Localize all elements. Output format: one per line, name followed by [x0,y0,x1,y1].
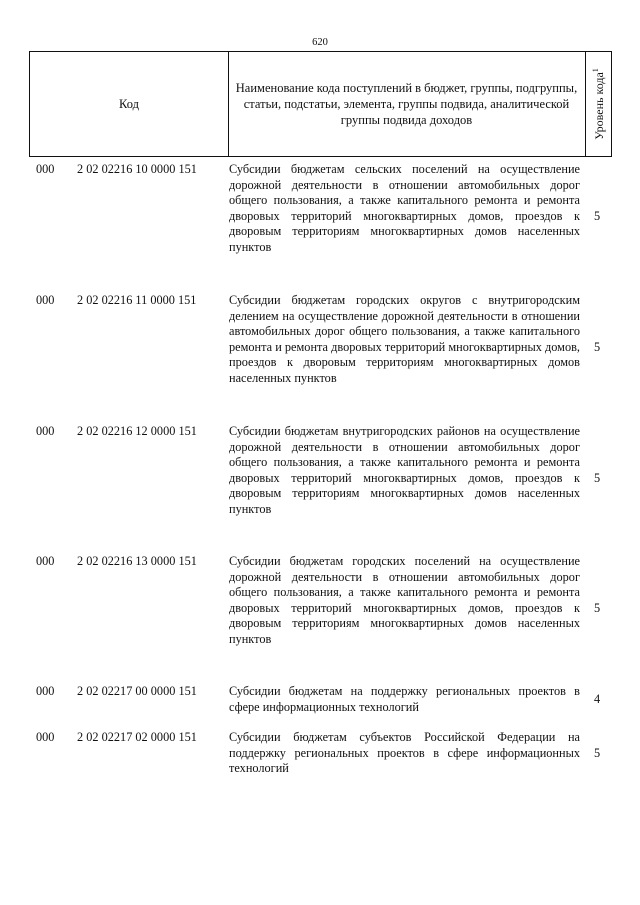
row-name: Субсидии бюджетам внутригородских районов на осуществление дорожной деятельности в отношении автомобильных дорог общего пользования, а также капитального ремонта и ремонта дворовых территорий многоквартирных домов, проездов к дворовым территориям многоквартирных домов населенных пунктов [229,424,580,516]
header-level [586,52,612,156]
row-name: Субсидии бюджетам субъектов Российской Федерации на поддержку региональных проектов в сфере информационных технологий [229,730,580,776]
row-admin-code: 000 [36,730,55,744]
row-level: 5 [594,746,601,760]
page-number: 620 [312,37,328,48]
row-income-code: 2 02 02216 10 0000 151 [77,162,197,176]
row-level: 5 [594,340,601,354]
row-admin-code: 000 [36,293,55,307]
row-level: 5 [594,601,601,615]
row-level: 5 [594,209,601,223]
row-income-code: 2 02 02217 02 0000 151 [77,730,197,744]
row-admin-code: 000 [36,554,55,568]
row-income-code: 2 02 02216 13 0000 151 [77,554,197,568]
row-level: 5 [594,471,601,485]
row-name: Субсидии бюджетам городских округов с внутригородским делением на осуществление дорожной деятельности в отношении автомобильных дорог общего пользования, а также капитального ремонта и ремонта дворовых территорий многоквартирных домов, проездов к дворовым территориям многоквартирных домов населенных пунктов [229,293,580,385]
row-admin-code: 000 [36,424,55,438]
header-level-text [591,68,607,140]
header-code: Код [30,52,229,156]
row-name: Субсидии бюджетам на поддержку региональных проектов в сфере информационных технологий [229,684,580,714]
row-name: Субсидии бюджетам сельских поселений на осуществление дорожной деятельности в отношении автомобильных дорог общего пользования, а также капитального ремонта и ремонта дворовых территорий многоквартирных домов, проездов к дворовым территориям многоквартирных домов населенных пунктов [229,162,580,254]
row-income-code: 2 02 02216 11 0000 151 [77,293,197,307]
header-level-footnote: 1 [591,68,600,73]
table-header [29,51,612,157]
row-admin-code: 000 [36,162,55,176]
header-level-label: Уровень кода [592,72,606,140]
row-admin-code: 000 [36,684,55,698]
header-name: Наименование кода поступлений в бюджет, группы, подгруппы, статьи, подстатьи, элемента, группы подвида, аналитической группы подвида доходов [228,52,586,156]
row-level: 4 [594,692,601,706]
row-income-code: 2 02 02217 00 0000 151 [77,684,197,698]
row-income-code: 2 02 02216 12 0000 151 [77,424,197,438]
row-name: Субсидии бюджетам городских поселений на осуществление дорожной деятельности в отношении автомобильных дорог общего пользования, а также капитального ремонта и ремонта дворовых территорий многоквартирных домов, проездов к дворовым территориям многоквартирных домов населенных пунктов [229,554,580,646]
